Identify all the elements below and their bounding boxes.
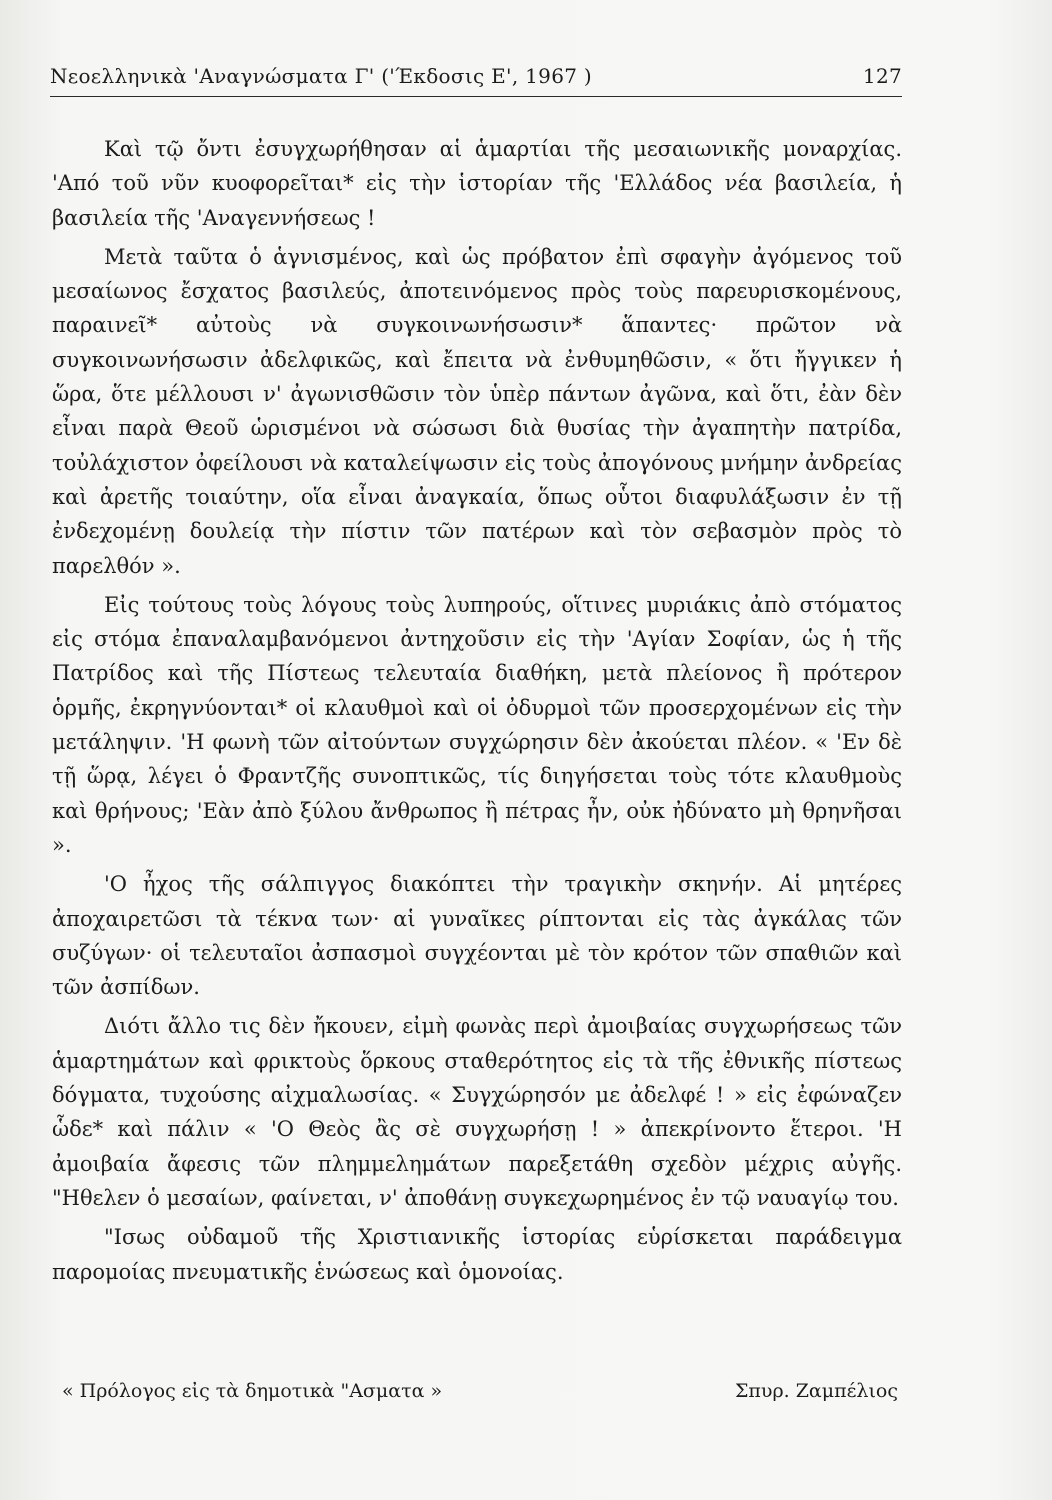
- paragraph: Καὶ τῷ ὄντι ἐσυγχωρήθησαν αἱ ἁμαρτίαι τῆς μεσαιωνικῆς μοναρχίας. 'Από τοῦ νῦν κυοφορεῖται* εἰς τὴν ἱστορίαν τῆς 'Ελλάδος νέα βασιλεία, ἡ βασιλεία τῆς 'Αναγεννήσεως !: [52, 137, 902, 230]
- paragraph: Εἰς τούτους τοὺς λόγους τοὺς λυπηρούς, οἵτινες μυριάκις ἀπὸ στόματος εἰς στόμα ἐπαναλαμβανόμενοι ἀντηχοῦσιν εἰς τὴν 'Αγίαν Σοφίαν, ὡς ἡ τῆς Πατρίδος καὶ τῆς Πίστεως τελευταία διαθήκη, μετὰ πλείονος ἢ πρότερον ὁρμῆς, ἐκρηγνύονται* οἱ κλαυθμοὶ καὶ οἱ ὀδυρμοὶ τῶν προσερχομένων εἰς τὴν μετάληψιν. 'Η φωνὴ τῶν αἰτούντων συγχώρησιν δὲν ἀκούεται πλέον. « 'Εν δὲ τῇ ὥρᾳ, λέγει ὁ Φραντζῆς συνοπτικῶς, τίς διηγήσεται τοὺς τότε κλαυθμοὺς καὶ θρήνους; 'Εὰν ἀπὸ ξύλου ἄνθρωπος ἢ πέτρας ἦν, οὐκ ἠδύνατο μὴ θρηνῆσαι ».: [52, 592, 902, 857]
- source-citation: [62, 1380, 898, 1414]
- page-header: [50, 64, 902, 96]
- source-title: « Πρόλογος εἰς τὰ δημοτικὰ "Ασματα »: [62, 1380, 443, 1402]
- running-title: Νεοελληνικὰ 'Αναγνώσματα Γ' ('Έκδοσις Ε', 1967 ): [50, 64, 593, 88]
- paragraph: "Ισως οὐδαμοῦ τῆς Χριστιανικῆς ἱστορίας εὑρίσκεται παράδειγμα παρομοίας πνευματικῆς ἑνώσεως καὶ ὁμονοίας.: [52, 1225, 902, 1284]
- body-text: [52, 132, 902, 1289]
- paragraph: 'Ο ἦχος τῆς σάλπιγγος διακόπτει τὴν τραγικὴν σκηνήν. Αἱ μητέρες ἀποχαιρετῶσι τὰ τέκνα των· αἱ γυναῖκες ρίπτονται εἰς τὰς ἀγκάλας τῶν συζύγων· οἱ τελευταῖοι ἀσπασμοὶ συγχέονται μὲ τὸν κρότον τῶν σπαθιῶν καὶ τῶν ἀσπίδων.: [52, 872, 902, 1000]
- paragraph: Μετὰ ταῦτα ὁ ἁγνισμένος, καὶ ὡς πρόβατον ἐπὶ σφαγὴν ἀγόμενος τοῦ μεσαίωνος ἔσχατος βασιλεύς, ἀποτεινόμενος πρὸς τοὺς παρευρισκομένους, παραινεῖ* αὐτοὺς νὰ συγκοινωνήσωσιν* ἅπαντες· πρῶτον νὰ συγκοινωνήσωσιν ἀδελφικῶς, καὶ ἔπειτα νὰ ἐνθυμηθῶσιν, « ὅτι ἤγγικεν ἡ ὥρα, ὅτε μέλλουσι ν' ἀγωνισθῶσιν τὸν ὑπὲρ πάντων ἀγῶνα, καὶ ὅτι, ἐὰν δὲν εἶναι παρὰ Θεοῦ ὡρισμένοι νὰ σώσωσι διὰ θυσίας τὴν ἀγαπητὴν πατρίδα, τοὐλάχιστον ὀφείλουσι νὰ καταλείψωσιν εἰς τοὺς ἀπογόνους μνήμην ἀνδρείας καὶ ἀρετῆς τοιαύτην, οἵα εἶναι ἀναγκαία, ὅπως οὗτοι διαφυλάξωσιν ἐν τῇ ἐνδεχομένῃ δουλείᾳ τὴν πίστιν τῶν πατέρων καὶ τὸν σεβασμὸν πρὸς τὸ παρελθόν ».: [52, 244, 902, 578]
- page-number: 127: [862, 64, 902, 88]
- header-rule: [50, 96, 902, 97]
- paragraph: Διότι ἄλλο τις δὲν ἤκουεν, εἰμὴ φωνὰς περὶ ἀμοιβαίας συγχωρήσεως τῶν ἁμαρτημάτων καὶ φρικτοὺς ὅρκους σταθερότητος εἰς τὰ τῆς ἐθνικῆς πίστεως δόγματα, τυχούσης αἰχμαλωσίας. « Συγχώρησόν με ἀδελφέ ! » εἰς ἐφώναζεν ὧδε* καὶ πάλιν « 'Ο Θεὸς ἂς σὲ συγχωρήσῃ ! » ἀπεκρίνοντο ἕτεροι. 'Η ἀμοιβαία ἄφεσις τῶν πλημμελημάτων παρεξετάθη σχεδὸν μέχρις αὐγῆς. "Ηθελεν ὁ μεσαίων, φαίνεται, ν' ἀποθάνῃ συγκεχωρημένος ἐν τῷ ναυαγίῳ του.: [52, 1014, 902, 1210]
- source-author: Σπυρ. Ζαμπέλιος: [734, 1380, 898, 1402]
